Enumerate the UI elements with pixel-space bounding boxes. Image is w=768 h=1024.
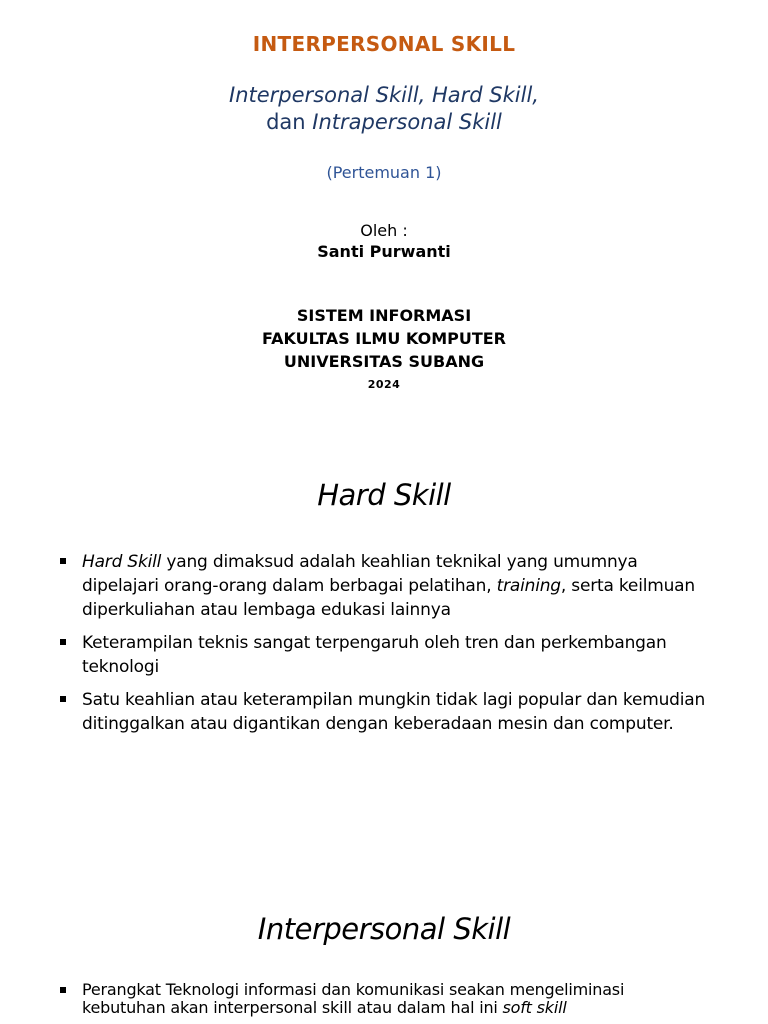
bullet-text: Perangkat Teknologi informasi dan komunikasi seakan mengeliminasi kebutuhan akan interpersonal skill atau dalam hal ini xyxy=(82,980,625,1017)
subtitle-line-1: Interpersonal Skill, Hard Skill, xyxy=(229,83,539,107)
bullet-square-icon xyxy=(60,696,66,702)
bullet-text: Satu keahlian atau keterampilan mungkin tidak lagi popular dan kemudian ditinggalkan atau digantikan dengan keberadaan mesin dan computer. xyxy=(82,690,706,734)
interpersonal-bullet-list xyxy=(58,981,708,1024)
institution-block xyxy=(0,304,768,373)
bullet-text: yang dimaksud adalah keahlian teknikal yang umumnya dipelajari orang-orang dalam berbagai pelatihan, xyxy=(82,552,638,596)
hard-skill-heading: Hard Skill xyxy=(317,478,451,512)
bullet-text: , serta keilmuan diperkuliahan atau lembaga edukasi lainnya xyxy=(82,576,695,620)
bullet-text: Keterampilan teknis sangat terpengaruh oleh tren dan perkembangan teknologi xyxy=(82,633,667,677)
bullet-text-italic: soft skill xyxy=(502,998,567,1017)
institution-line-1: SISTEM INFORMASI xyxy=(296,306,472,325)
bullet-item xyxy=(58,631,708,679)
bullet-square-icon xyxy=(60,639,66,645)
author-name: Santi Purwanti xyxy=(317,242,451,261)
bullet-square-icon xyxy=(60,558,66,564)
institution-line-2: FAKULTAS ILMU KOMPUTER xyxy=(262,329,506,348)
bullet-square-icon xyxy=(60,987,66,993)
bullet-item xyxy=(58,550,708,622)
interpersonal-skill-heading: Interpersonal Skill xyxy=(257,912,511,946)
bullet-text-italic: Hard Skill xyxy=(82,552,162,572)
year-label: 2024 xyxy=(367,378,401,391)
bullet-item xyxy=(58,688,708,736)
meeting-label: (Pertemuan 1) xyxy=(326,163,442,182)
by-label: Oleh : xyxy=(360,221,408,240)
cover-subtitle xyxy=(0,82,768,136)
cover-title: INTERPERSONAL SKILL xyxy=(252,32,516,56)
hard-skill-bullet-list xyxy=(58,550,708,745)
bullet-text-italic: training xyxy=(496,576,561,596)
subtitle-dan: dan xyxy=(266,110,313,134)
subtitle-line-2: Intrapersonal Skill xyxy=(312,110,502,134)
bullet-item xyxy=(58,981,708,1017)
institution-line-3: UNIVERSITAS SUBANG xyxy=(283,352,485,371)
